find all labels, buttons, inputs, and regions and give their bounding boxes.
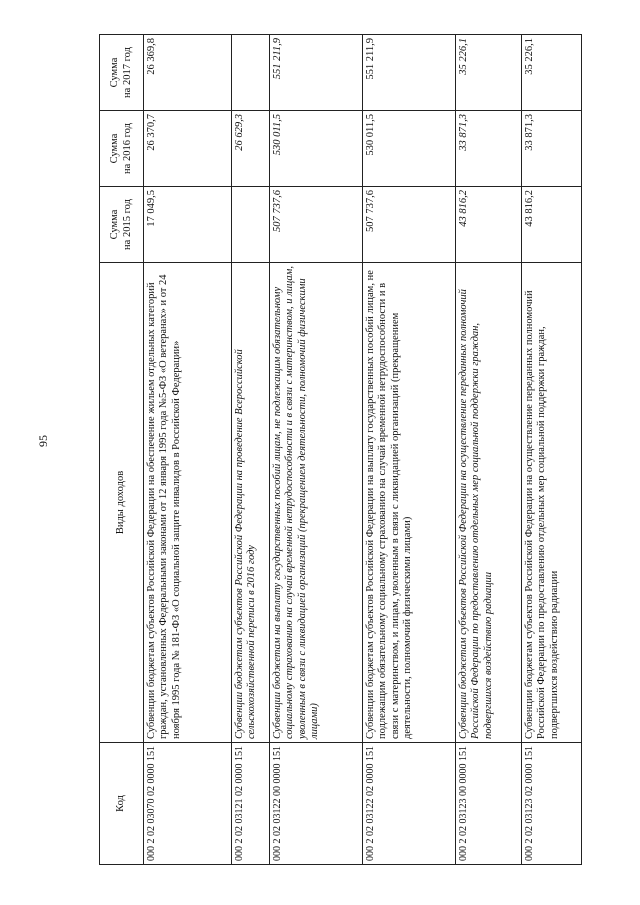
header-sum-2016	[100, 111, 144, 187]
table-row	[363, 35, 456, 865]
row-name: Субвенции бюджетам субъектов Российской Федерации на осуществление переданных полномочий Российской Федерации по предоставлению отдельных мер социальной поддержки граждан, подвергшихся воздействию радиации	[522, 263, 582, 743]
row-name: Субвенции бюджетам субъектов Российской Федерации на обеспечение жильем отдельных категорий граждан, установленных Федеральными законами от 12 января 1995 года №5-ФЗ «О ветеранах» и от 24 ноября 1995 года № 181-ФЗ «О социальной защите инвалидов в Российской Федерации»	[144, 263, 232, 743]
row-code: 000 2 02 03070 02 0000 151	[144, 743, 232, 865]
header-sum-2017-line2: на 2017 год	[121, 47, 133, 98]
header-code: Код	[100, 743, 144, 865]
row-sum-2016: 530 011,5	[270, 111, 363, 187]
row-sum-2016: 26 629,3	[232, 111, 270, 187]
table-row	[232, 35, 270, 865]
table-row	[456, 35, 522, 865]
rotated-table-stage	[99, 35, 560, 865]
row-sum-2017: 35 226,1	[522, 35, 582, 111]
row-sum-2016: 530 011,5	[363, 111, 456, 187]
table-row	[270, 35, 363, 865]
row-code: 000 2 02 03122 02 0000 151	[363, 743, 456, 865]
row-code: 000 2 02 03122 00 0000 151	[270, 743, 363, 865]
table-row	[522, 35, 582, 865]
row-code: 000 2 02 03123 02 0000 151	[522, 743, 582, 865]
row-name: Субвенции бюджетам субъектов Российской Федерации на выплату государственных пособий лицам, не подлежащим обязательному социальному страхованию на случай временной нетрудоспособности и в связи с материнством, и лицам, уволенным в связи с ликвидацией организаций (прекращением деятельности, полномочий физическими лицами)	[363, 263, 456, 743]
row-sum-2017: 551 211,9	[270, 35, 363, 111]
header-sum-2016-line2: на 2016 год	[121, 123, 133, 174]
page-number: 95	[36, 435, 50, 447]
row-sum-2015: 43 816,2	[522, 187, 582, 263]
row-sum-2017	[232, 35, 270, 111]
row-name: Субвенции бюджетам субъектов Российской Федерации на осуществление переданных полномочий Российской Федерации по предоставлению отдельных мер социальной поддержки граждан, подвергшихся воздействию радиации	[456, 263, 522, 743]
header-sum-2015	[100, 187, 144, 263]
row-sum-2016: 33 871,3	[522, 111, 582, 187]
row-sum-2017: 551 211,9	[363, 35, 456, 111]
row-name: Субвенции бюджетам на выплату государственных пособий лицам, не подлежащим обязательному социальному страхованию на случай временной нетрудоспособности и в связи с материнством, и лицам, уволенным в связи с ликвидацией организаций (прекращением деятельности, полномочий физическими лицами)	[270, 263, 363, 743]
row-sum-2015: 17 049,5	[144, 187, 232, 263]
header-sum-2017-line1: Сумма	[109, 57, 121, 88]
row-sum-2017: 35 226,1	[456, 35, 522, 111]
row-sum-2015: 507 737,6	[363, 187, 456, 263]
header-sum-2015-line2: на 2015 год	[121, 199, 133, 250]
row-name: Субвенции бюджетам субъектов Российской Федерации на проведение Всероссийской сельскохозяйственной переписи в 2016 году	[232, 263, 270, 743]
header-sum-2016-line1: Сумма	[109, 133, 121, 164]
header-name: Виды доходов	[100, 263, 144, 743]
row-sum-2016: 26 370,7	[144, 111, 232, 187]
row-sum-2015: 507 737,6	[270, 187, 363, 263]
row-code: 000 2 02 03121 02 0000 151	[232, 743, 270, 865]
header-sum-2017	[100, 35, 144, 111]
row-sum-2015: 43 816,2	[456, 187, 522, 263]
row-sum-2016: 33 871,3	[456, 111, 522, 187]
row-sum-2017: 26 369,8	[144, 35, 232, 111]
table-row	[144, 35, 232, 865]
revenue-table	[99, 34, 582, 865]
header-sum-2015-line1: Сумма	[109, 209, 121, 240]
row-sum-2015	[232, 187, 270, 263]
row-code: 000 2 02 03123 00 0000 151	[456, 743, 522, 865]
table-header-row	[100, 35, 144, 865]
